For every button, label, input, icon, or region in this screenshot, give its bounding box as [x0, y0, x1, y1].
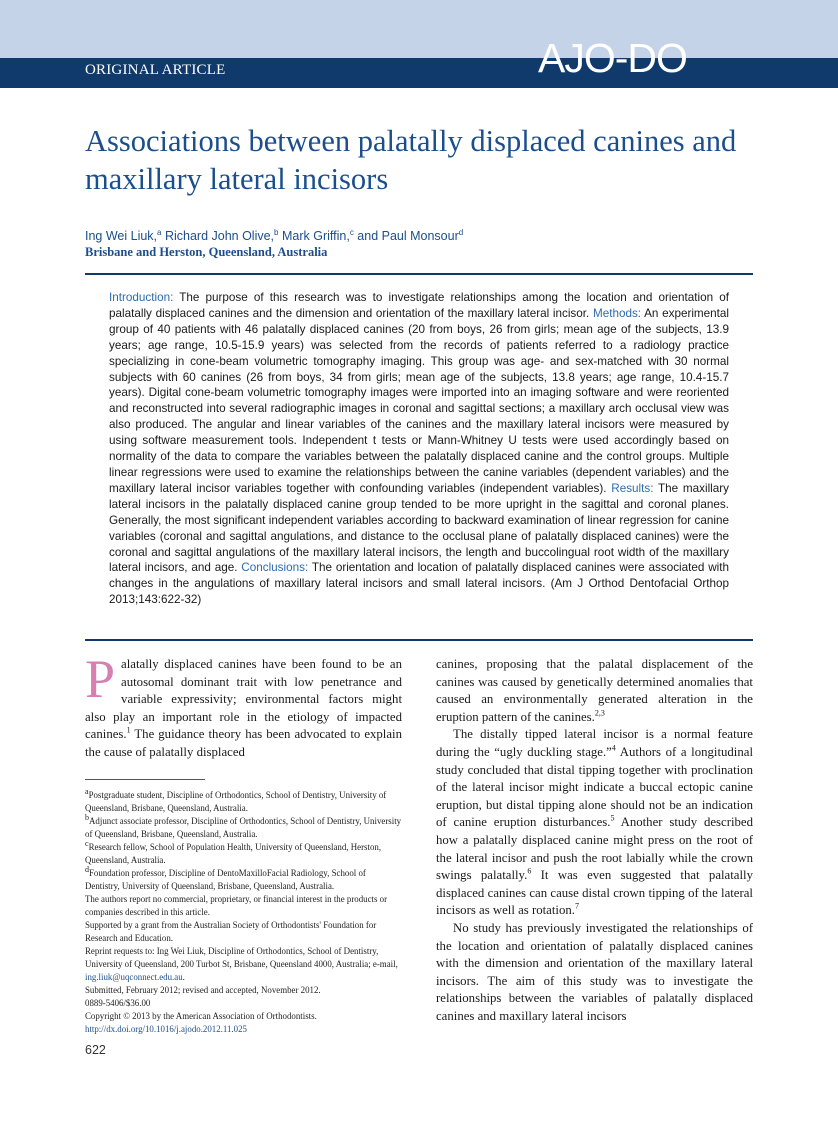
footnote-marker: d: [85, 865, 89, 875]
body-paragraph: [436, 726, 753, 920]
author-affiliation-marker: d: [458, 227, 464, 237]
journal-logo: AJO-DO: [538, 35, 687, 81]
author-name[interactable]: Mark Griffin,: [278, 229, 350, 243]
footnote-text: Research fellow, School of Population Health, University of Queensland, Herston, Queensland, Australia.: [85, 842, 382, 865]
footnotes: [85, 789, 402, 1036]
author-affiliation-marker: c: [349, 227, 354, 237]
footnote-d: [85, 867, 402, 893]
body-text: The distally tipped lateral incisor is a normal feature during the “ugly duckling stage.”: [436, 727, 753, 759]
article-title: Associations between palatally displaced canines and maxillary lateral incisors: [85, 124, 737, 196]
section-label: ORIGINAL ARTICLE: [85, 62, 226, 78]
abstract-bottom-rule: [85, 639, 753, 641]
footnote-divider: [85, 779, 205, 780]
body-paragraph: No study has previously investigated the relationships of the location and orientation of palatally displaced canines with the dimension and orientation of the maxillary lateral incisors. The aim of this study was to investigate the relationships between the variables of palatally displaced canines and maxillary lateral incisors: [436, 920, 753, 1023]
body-text: Another study described how a palatally displaced canine might press on the root of the lateral incisor and push the root labially while the crown swings palatally.: [436, 815, 753, 883]
copyright-note: Copyright © 2013 by the American Association of Orthodontists.: [85, 1011, 317, 1021]
intro-paragraph: [85, 649, 402, 762]
abstract-results-heading: Results:: [606, 481, 654, 495]
issn-price: 0889-5406/$36.00: [85, 998, 151, 1008]
citation-link[interactable]: 4: [611, 743, 616, 753]
body-text: It was even suggested that palatally displaced canines can cause distal crown tipping of the lateral incisors as well as rotation.: [436, 868, 753, 918]
author-list: [85, 229, 463, 243]
footnote-c: [85, 841, 402, 867]
funding-note: Supported by a grant from the Australian Society of Orthodontists' Foundation for Research and Education.: [85, 920, 377, 943]
footnote-b: [85, 815, 402, 841]
footnote-text: Adjunct associate professor, Discipline of Orthodontics, School of Dentistry, University of Queensland, Brisbane, Queensland, Australia.: [85, 816, 402, 839]
reprint-text: Reprint requests to: Ing Wei Liuk, Discipline of Orthodontics, School of Dentistry, University of Queensland, 200 Turbot St, Brisbane, Queensland 4000, Australia; e-mail,: [85, 946, 398, 969]
submission-dates: Submitted, February 2012; revised and accepted, November 2012.: [85, 985, 321, 995]
email-link[interactable]: ing.liuk@uqconnect.edu.au: [85, 972, 183, 982]
reprint-note: [85, 945, 402, 984]
abstract-conclusions-heading: Conclusions:: [237, 561, 309, 575]
body-text: canines, proposing that the palatal displacement of the canines was caused by genetically determined anomalies that caused an environmentally generated alteration in the eruption pattern of the canines.: [436, 657, 753, 724]
body-column-right: [436, 656, 753, 1025]
abstract-methods-text: An experimental group of 40 patients with 46 palatally displaced canines (20 from boys, 26 from girls; mean age of the subjects, 13.9 years; age range, 10.5-15.9 years) was selected from the records of patients referred to a radiology practice specializing in cone-beam volumetric tomography imaging. This group was age- and sex-matched with 30 normal subjects with 60 canines (26 from boys, 34 from girls; mean age of the subjects, 13.8 years; age range, 10.4-15.7 years). Digital cone-beam volumetric tomography images were imported into an imaging software and were reoriented and reconstructed into several radiographic images in coronal and sagittal sections; a maxillary arch occlusal view was also produced. The angular and linear variables of the canines and the maxillary lateral incisors were measured by using software measurement tools. Independent t tests or Mann-Whitney U tests were used accordingly based on normality of the data to compare the variables between the palatally displaced canine and the control groups. Multiple linear regressions were used to examine the relationships between the canine variables (dependent variables) and the maxillary lateral incisor variables together with confounding variables (independent variables).: [109, 306, 730, 495]
body-column-left: [85, 649, 402, 762]
body-text: alatally displaced canines have been found to be an autosomal dominant trait with low penetrance and variable expressivity; environmental factors might also play an important role in the etiology of impacted canines.: [85, 657, 402, 742]
footnote-text: Foundation professor, Discipline of DentoMaxilloFacial Radiology, School of Dentistry, University of Queensland, Brisbane, Queensland, Australia.: [85, 868, 366, 891]
author-name[interactable]: Ing Wei Liuk,: [85, 229, 158, 243]
doi-link[interactable]: http://dx.doi.org/10.1016/j.ajodo.2012.11.025: [85, 1024, 247, 1034]
page-number: 622: [85, 1043, 106, 1057]
footnote-marker: b: [85, 813, 89, 823]
abstract-introduction-heading: Introduction:: [109, 291, 174, 304]
abstract-conclusions-text: The orientation and location of palatally displaced canines were associated with changes in the angulations of maxillary lateral incisors and small lateral incisors. (Am J Orthod Dentofacial Orthop 2013;143:622-32): [109, 561, 729, 607]
body-text: The guidance theory has been advocated to explain the cause of palatally displaced: [85, 727, 402, 759]
abstract-methods-heading: Methods:: [589, 306, 642, 320]
author-name[interactable]: Richard John Olive,: [161, 229, 275, 243]
reprint-text-end: .: [182, 972, 185, 982]
abstract-introduction-text: The purpose of this research was to investigate relationships among the location and orientation of palatally displaced canines and the dimension and orientation of the maxillary lateral incisor.: [109, 291, 729, 320]
header-top-band: [0, 0, 838, 58]
footnote-a: [85, 789, 402, 815]
abstract-top-rule: [85, 273, 753, 275]
footnote-text: Postgraduate student, Discipline of Orthodontics, School of Dentistry, University of Queensland, Brisbane, Queensland, Australia.: [85, 790, 387, 813]
citation-link[interactable]: 2,3: [594, 708, 605, 718]
author-affiliation-marker: b: [274, 227, 279, 237]
body-text: Authors of a longitudinal study concluded that distal tipping together with proclination of the lateral incisor might indicate a buccal ectopic canine eruption, but distal tipping alone should not be an indication of canine eruption disturbances.: [436, 744, 753, 830]
footnote-marker: c: [85, 839, 89, 849]
footnote-marker: a: [85, 787, 89, 797]
citation-link[interactable]: 7: [574, 902, 579, 912]
author-affiliation-marker: a: [157, 227, 162, 237]
citation-link[interactable]: 6: [527, 866, 532, 876]
body-paragraph: [436, 656, 753, 726]
citation-link[interactable]: 5: [610, 814, 615, 824]
citation-link[interactable]: 1: [126, 726, 131, 736]
affiliation: Brisbane and Herston, Queensland, Australia: [85, 245, 328, 259]
drop-cap: P: [85, 649, 116, 709]
disclosure-note: The authors report no commercial, proprietary, or financial interest in the products or companies described in this article.: [85, 894, 388, 917]
abstract-results-text: The maxillary lateral incisors in the palatally displaced canine group tended to be more upright in the sagittal and coronal planes. Generally, the most significant independent variables according to backward examination of linear regression for canine variables (coronal and sagittal angulations, and distance to the occlusal plane of palatally displaced canines) were the coronal and sagittal angulations of the maxillary lateral incisors, the length and buccolingual root width of the maxillary lateral incisors, and age.: [109, 481, 729, 575]
author-name[interactable]: and Paul Monsour: [353, 229, 459, 243]
abstract: [109, 290, 729, 608]
